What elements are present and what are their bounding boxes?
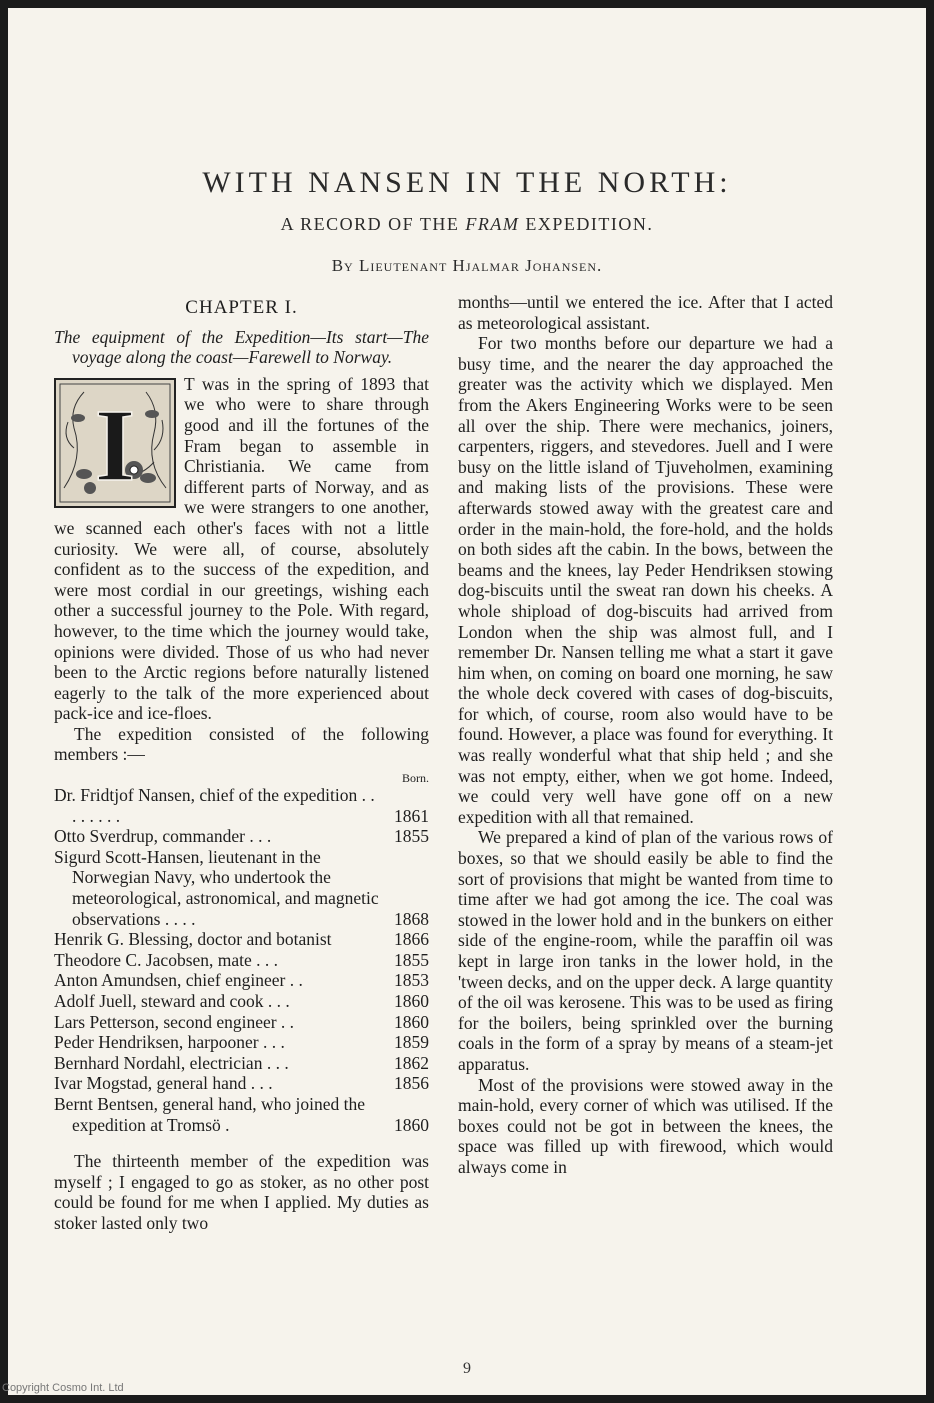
spacer xyxy=(54,1135,429,1151)
member-row xyxy=(54,1012,429,1033)
member-name: Dr. Fridtjof Nansen, chief of the expedition . . . . . . . . xyxy=(54,785,375,826)
member-row xyxy=(54,929,429,950)
paragraph-members-intro: The expedition consisted of the following members :— xyxy=(54,723,429,765)
member-row xyxy=(54,991,429,1012)
member-row xyxy=(54,970,429,991)
member-year: 1855 xyxy=(394,949,429,970)
paragraph-preparations: For two months before our departure we had a busy time, and the nearer the day approached the greater was the activity which we displayed. Men from the Akers Engineering Works were to be seen all over the ship. There were mechanics, joiners, carpenters, riggers, and stevedores. Juell and I were busy on the little island of Tjuveholmen, examining and making lists of the provisions. These were afterwards stowed away with the greatest care and order in the main-hold, the fore-hold, and the holds on both sides aft the cabin. In the bows, between the beams and the knees, lay Peder Hendriksen stowing dog-biscuits until the sweat ran down his cheeks. A whole shipload of dog-biscuits had arrived from London when the ship was almost full, and I remember Dr. Nansen telling me what a start it gave him when, on coming on board one morning, he saw the whole deck covered with cases of dog-biscuits, for which, of course, room also would have to be found. However, a place was found for everything. It was really wonderful what that ship held ; and she was not empty, either, when we got home. Indeed, we could very well have gone off on a new expedition with all that remained. xyxy=(458,333,833,827)
paragraph-thirteenth-member: The thirteenth member of the expedition was myself ; I engaged to go as stoker, as no other post could be found for me when I applied. My duties as stoker lasted only two xyxy=(54,1151,429,1233)
member-row xyxy=(54,950,429,971)
member-name: Henrik G. Blessing, doctor and botanist xyxy=(54,929,332,950)
page-number: 9 xyxy=(463,1360,471,1377)
member-row xyxy=(54,785,429,826)
member-name: Theodore C. Jacobsen, mate . . . xyxy=(54,949,279,970)
member-year: 1862 xyxy=(394,1052,429,1073)
subtitle-pre: A RECORD OF THE xyxy=(280,214,466,234)
copyright-watermark: Copyright Cosmo Int. Ltd xyxy=(2,1382,124,1394)
member-row xyxy=(54,847,429,929)
member-year: 1853 xyxy=(394,970,429,991)
member-row xyxy=(54,1094,429,1135)
member-year: 1860 xyxy=(394,1114,429,1135)
member-row xyxy=(54,826,429,847)
member-year: 1859 xyxy=(394,1032,429,1053)
chapter-heading: CHAPTER I. xyxy=(185,297,298,318)
member-year: 1861 xyxy=(394,805,429,826)
member-year: 1868 xyxy=(394,908,429,929)
born-label: Born. xyxy=(402,771,429,786)
member-year: 1860 xyxy=(394,1011,429,1032)
paragraph-opening: T was in the spring of 1893 that we who were to share through good and ill the fortunes of the Fram began to assemble in Christiania. We came from different parts of Norway, and as we were strangers to one another, we scanned each other's faces with not a little curiosity. We were all, of course, absolutely confident as to the success of the expedition, and were most cordial in our greetings, wishing each other a successful journey to the Pole. With regard, however, to the time which the journey would take, opinions were divided. Those of us who had never been to the Arctic regions before naturally listened eagerly to the talk of the more experienced about pack-ice and ice-floes. xyxy=(54,373,429,724)
member-row xyxy=(54,1053,429,1074)
chapter-synopsis: The equipment of the Expedition—Its start—The voyage along the coast—Farewell to Norway. xyxy=(54,326,429,368)
member-name: Anton Amundsen, chief engineer . . xyxy=(54,970,303,991)
member-year: 1860 xyxy=(394,991,429,1011)
subtitle-post: EXPEDITION. xyxy=(519,214,654,234)
right-column xyxy=(458,292,833,1178)
byline: By Lieutenant Hjalmar Johansen. xyxy=(331,256,603,275)
member-year: 1856 xyxy=(394,1073,429,1094)
member-name: Adolf Juell, steward and cook . . . xyxy=(54,991,290,1011)
paragraph-stowage-plan: We prepared a kind of plan of the various rows of boxes, so that we should easily be able to find the sort of provisions that might be wanted from time to time after we had got among the ice. The coal was stowed in the lower hold and in the bunkers on either side of the engine-room, while the paraffin oil was kept in large iron tanks in the lower hold, in the 'tween decks, and on the upper deck. A large quantity of the oil was kerosene. This was to be used as firing for the boilers, being sprinkled over the burning coals in the form of a spray by means of a steam-jet apparatus. xyxy=(458,827,833,1074)
member-row xyxy=(54,1032,429,1053)
dropcap-letter: I xyxy=(94,387,136,503)
member-name: Sigurd Scott-Hansen, lieutenant in the Norwegian Navy, who undertook the meteorological, astronomical, and magnetic observations . . . . xyxy=(54,846,379,929)
paragraph-continued: months—until we entered the ice. After that I acted as meteorological assistant. xyxy=(458,292,833,333)
article-title: WITH NANSEN IN THE NORTH: xyxy=(202,166,732,199)
left-column xyxy=(54,292,429,1234)
member-name: Bernhard Nordahl, electrician . . . xyxy=(54,1052,289,1073)
member-name: Otto Sverdrup, commander . . . xyxy=(54,826,272,847)
member-row xyxy=(54,1073,429,1094)
article-subtitle xyxy=(8,214,926,235)
member-name: Ivar Mogstad, general hand . . . xyxy=(54,1073,273,1094)
page xyxy=(8,8,926,1395)
member-name: Bernt Bentsen, general hand, who joined the expedition at Tromsö . xyxy=(54,1093,366,1135)
member-list xyxy=(54,785,429,1135)
member-year: 1855 xyxy=(394,826,429,847)
paragraph-main-hold: Most of the provisions were stowed away in the main-hold, every corner of which was utilised. If the boxes could not be got in between the knees, the space was filled up with firewood, which would always come in xyxy=(458,1074,833,1177)
ornamental-initial-icon xyxy=(54,378,176,508)
member-name: Lars Petterson, second engineer . . xyxy=(54,1011,295,1032)
member-year: 1866 xyxy=(394,929,429,950)
subtitle-ship-name: FRAM xyxy=(465,214,520,234)
member-name: Peder Hendriksen, harpooner . . . xyxy=(54,1032,285,1053)
